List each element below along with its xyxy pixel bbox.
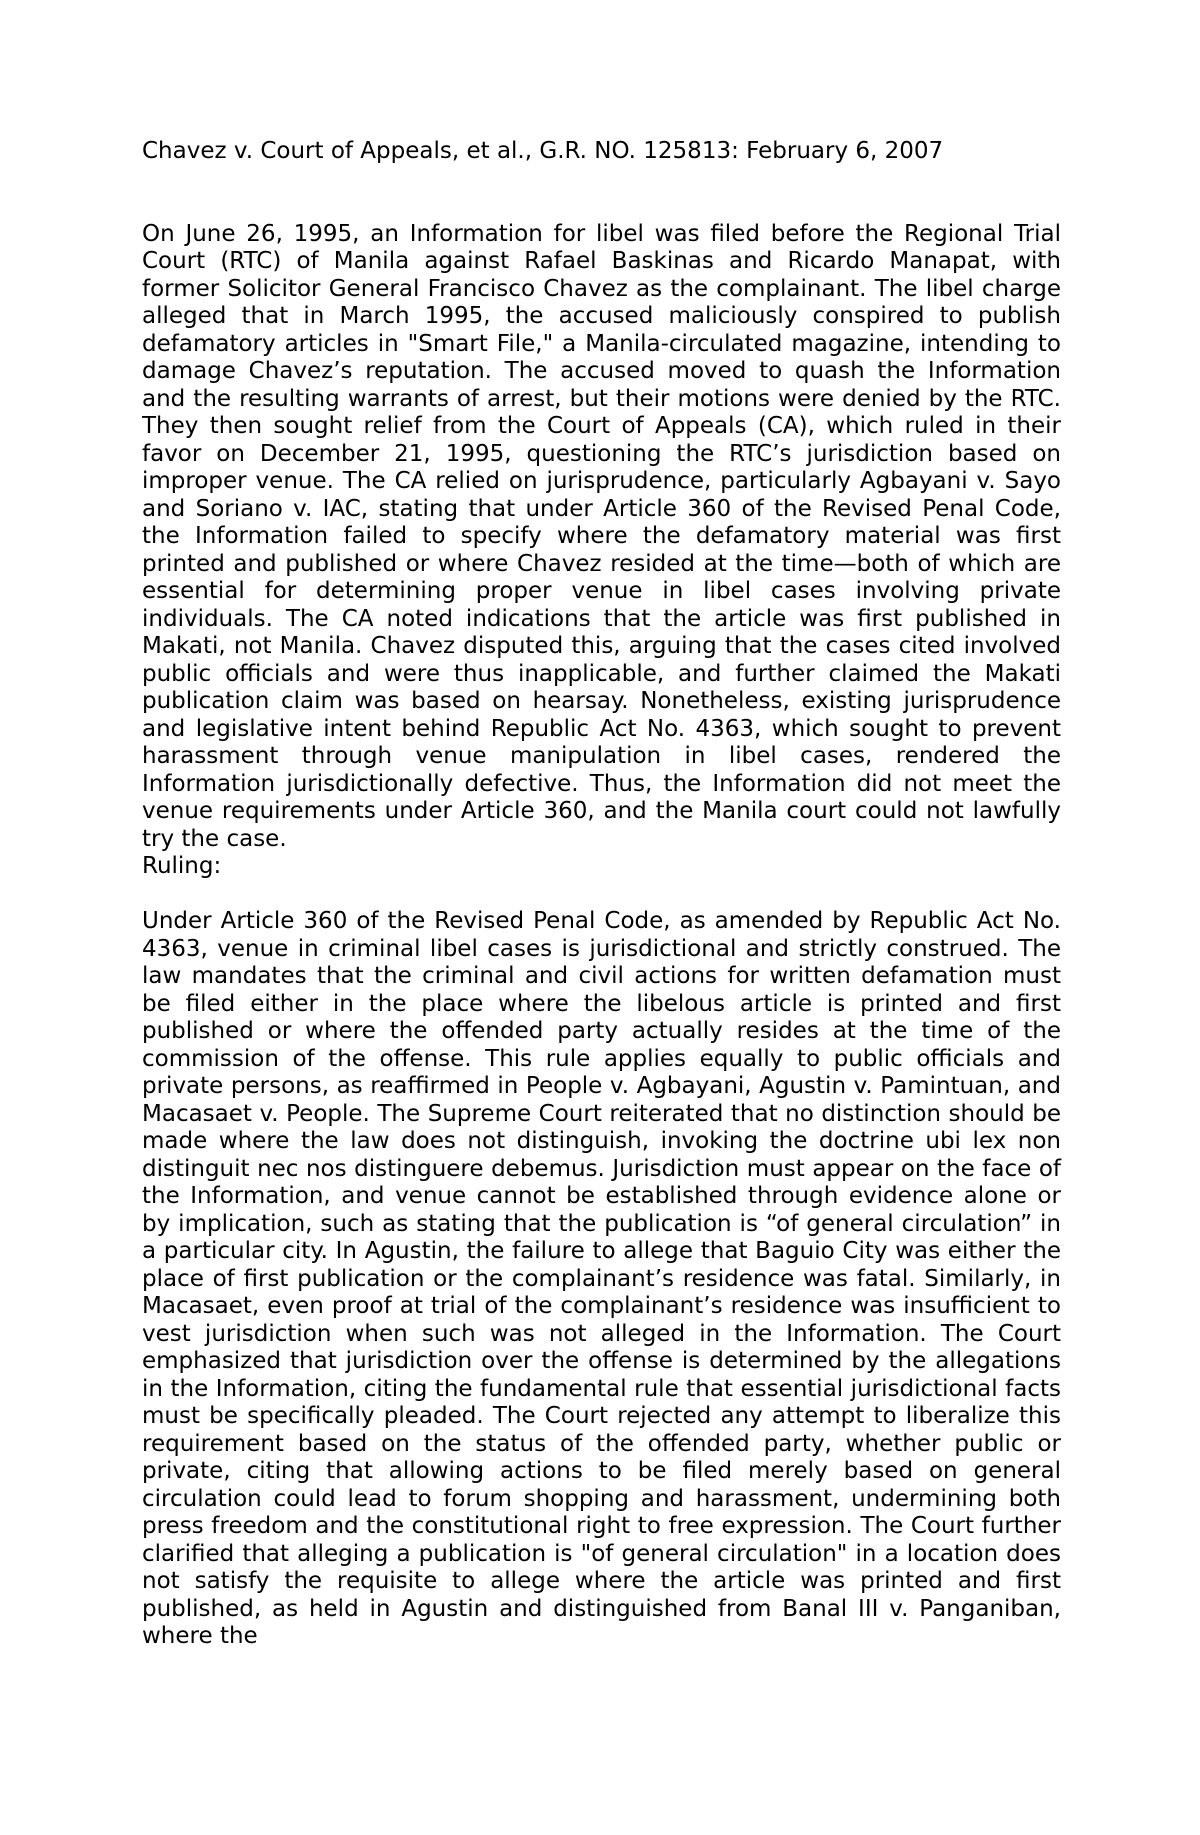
ruling-paragraph: Under Article 360 of the Revised Penal Code, as amended by Republic Act No. 4363, venue in criminal libel cases is jurisdictional and strictly construed. The law mandates that the criminal and civil actions for written defamation must be filed either in the place where the libelous article is printed and first published or where the offended party actually resides at the time of the commission of the offense. This rule applies equally to public officials and private persons, as reaffirmed in People v. Agbayani, Agustin v. Pamintuan, and Macasaet v. People. The Supreme Court reiterated that no distinction should be made where the law does not distinguish, invoking the doctrine ubi lex non distinguit nec nos distinguere debemus. Jurisdiction must appear on the face of the Information, and venue cannot be established through evidence alone or by implication, such as stating that the publication is “of general circulation” in a particular city. In Agustin, the failure to allege that Baguio City was either the place of first publication or the complainant’s residence was fatal. Similarly, in Macasaet, even proof at trial of the complainant’s residence was insufficient to vest jurisdiction when such was not alleged in the Information. The Court emphasized that jurisdiction over the offense is determined by the allegations in the Information, citing the fundamental rule that essential jurisdictional facts must be specifically pleaded. The Court rejected any attempt to liberalize this requirement based on the status of the offended party, whether public or private, citing that allowing actions to be filed merely based on general circulation could lead to forum shopping and harassment, undermining both press freedom and the constitutional right to free expression. The Court further clarified that alleging a publication is "of general circulation" in a location does not satisfy the requisite to allege where the article was printed and first published, as held in Agustin and distinguished from Banal III v. Panganiban, where the xyxy=(142,908,1061,1649)
case-title: Chavez v. Court of Appeals, et al., G.R. NO. 125813: February 6, 2007 xyxy=(142,138,944,164)
ruling-heading: Ruling: xyxy=(142,853,222,879)
facts-paragraph: On June 26, 1995, an Information for libel was filed before the Regional Trial Court (RTC) of Manila against Rafael Baskinas and Ricardo Manapat, with former Solicitor General Francisco Chavez as the complainant. The libel charge alleged that in March 1995, the accused maliciously conspired to publish defamatory articles in "Smart File," a Manila-circulated magazine, intending to damage Chavez’s reputation. The accused moved to quash the Information and the resulting warrants of arrest, but their motions were denied by the RTC. They then sought relief from the Court of Appeals (CA), which ruled in their favor on December 21, 1995, questioning the RTC’s jurisdiction based on improper venue. The CA relied on jurisprudence, particularly Agbayani v. Sayo and Soriano v. IAC, stating that under Article 360 of the Revised Penal Code, the Information failed to specify where the defamatory material was first printed and published or where Chavez resided at the time—both of which are essential for determining proper venue in libel cases involving private individuals. The CA noted indications that the article was first published in Makati, not Manila. Chavez disputed this, arguing that the cases cited involved public officials and were thus inapplicable, and further claimed the Makati publication claim was based on hearsay. Nonetheless, existing jurisprudence and legislative intent behind Republic Act No. 4363, which sought to prevent harassment through venue manipulation in libel cases, rendered the Information jurisdictionally defective. Thus, the Information did not meet the venue requirements under Article 360, and the Manila court could not lawfully try the case. xyxy=(142,220,1061,852)
document-body xyxy=(142,138,1061,1651)
